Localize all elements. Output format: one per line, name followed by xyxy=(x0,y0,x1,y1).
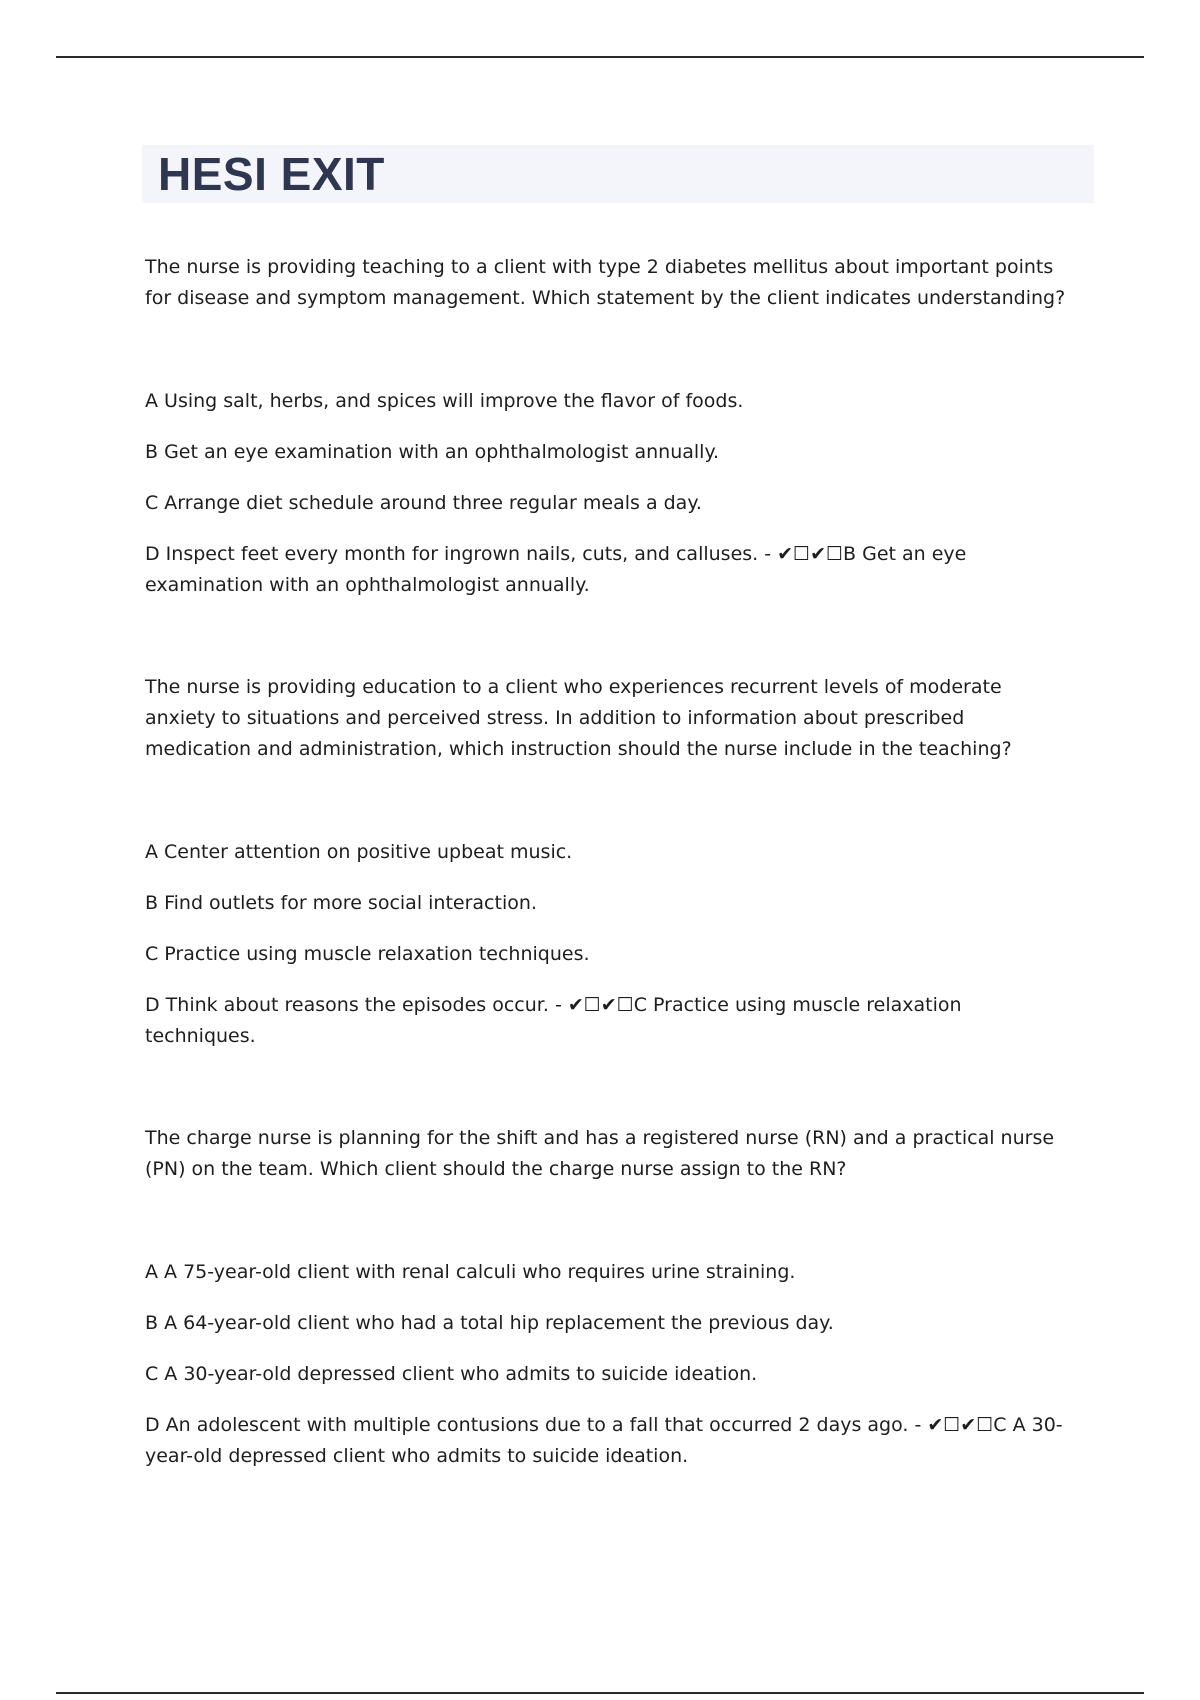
question-stem: The nurse is providing teaching to a client with type 2 diabetes mellitus about important points for disease and symptom management. Which statement by the client indicates understanding? xyxy=(145,256,1066,309)
answer-option-a: A Using salt, herbs, and spices will improve the flavor of foods. xyxy=(145,390,744,412)
question-list xyxy=(145,252,1075,1543)
document-title: HESI EXIT xyxy=(158,148,385,200)
answer-option-c: C Practice using muscle relaxation techniques. xyxy=(145,943,590,965)
question-stem: The nurse is providing education to a client who experiences recurrent levels of moderate anxiety to situations and perceived stress. In addition to information about prescribed medication and administration, which instruction should the nurse include in the teaching? xyxy=(145,676,1012,760)
question-block xyxy=(145,1123,1075,1472)
answer-option-d-with-key: D Think about reasons the episodes occur. - ✔☐✔☐C Practice using muscle relaxation techniques. xyxy=(145,994,962,1047)
answer-option-d-with-key: D Inspect feet every month for ingrown nails, cuts, and calluses. - ✔☐✔☐B Get an eye examination with an ophthalmologist annually. xyxy=(145,543,967,596)
answer-option-a: A A 75-year-old client with renal calculi who requires urine straining. xyxy=(145,1261,796,1283)
question-block xyxy=(145,252,1075,601)
answer-option-a: A Center attention on positive upbeat music. xyxy=(145,841,573,863)
question-block xyxy=(145,672,1075,1052)
answer-option-b: B Get an eye examination with an ophthalmologist annually. xyxy=(145,441,720,463)
answer-options xyxy=(145,386,1075,601)
answer-option-b: B A 64-year-old client who had a total hip replacement the previous day. xyxy=(145,1312,834,1334)
answer-option-c: C Arrange diet schedule around three regular meals a day. xyxy=(145,492,702,514)
answer-option-c: C A 30-year-old depressed client who admits to suicide ideation. xyxy=(145,1363,758,1385)
answer-options xyxy=(145,1257,1075,1472)
answer-option-d-with-key: D An adolescent with multiple contusions due to a fall that occurred 2 days ago. - ✔☐✔☐C A 30-year-old depressed client who admits to suicide ideation. xyxy=(145,1414,1063,1467)
bottom-rule xyxy=(56,1692,1144,1694)
answer-options xyxy=(145,837,1075,1052)
question-stem: The charge nurse is planning for the shift and has a registered nurse (RN) and a practical nurse (PN) on the team. Which client should the charge nurse assign to the RN? xyxy=(145,1127,1055,1180)
top-rule xyxy=(56,56,1144,58)
answer-option-b: B Find outlets for more social interaction. xyxy=(145,892,537,914)
